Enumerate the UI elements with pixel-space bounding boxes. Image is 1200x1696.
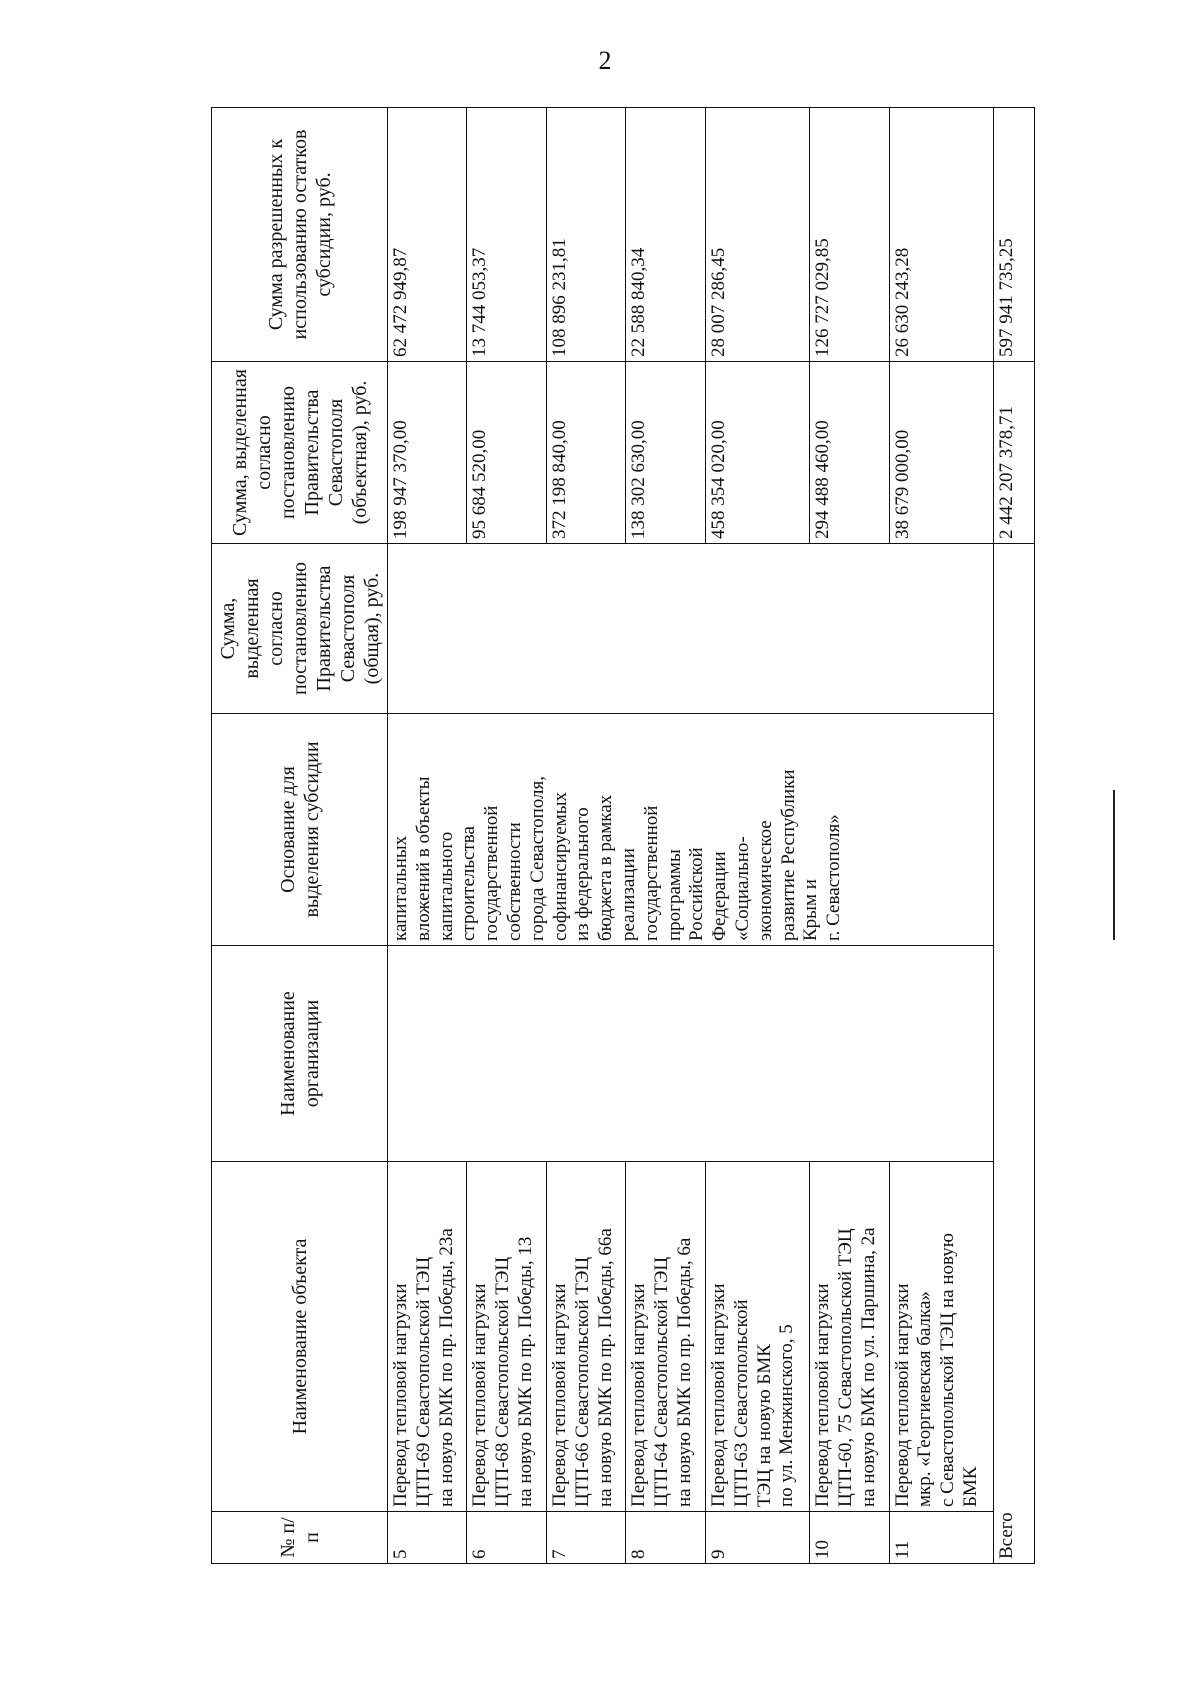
header-organization: Наименование организации bbox=[212, 946, 388, 1162]
header-basis: Основание для выделения субсидии bbox=[212, 714, 388, 946]
sum-allowed: 28 007 286,45 bbox=[705, 108, 809, 362]
sum-object: 138 302 630,00 bbox=[626, 362, 705, 544]
row-number: 9 bbox=[705, 1512, 809, 1564]
sum-total-cell bbox=[388, 544, 994, 714]
page-number: 2 bbox=[598, 46, 612, 75]
object-name: Перевод тепловой нагрузки ЦТП-63 Севастопольской ТЭЦ на новую БМК по ул. Менжинского, 5 bbox=[705, 1162, 809, 1512]
row-number: 7 bbox=[546, 1512, 625, 1564]
object-name: Перевод тепловой нагрузки ЦТП-66 Севастопольской ТЭЦ на новую БМК по пр. Победы, 66а bbox=[546, 1162, 625, 1512]
header-sum-object: Сумма, выделенная согласно постановлению Правительства Севастополя (объектная), руб. bbox=[212, 362, 388, 544]
total-label: Всего bbox=[993, 544, 1034, 1564]
object-name: Перевод тепловой нагрузки ЦТП-60, 75 Севастопольской ТЭЦ на новую БМК по ул. Паршина, 2а bbox=[810, 1162, 889, 1512]
row-number: 10 bbox=[810, 1512, 889, 1564]
sum-allowed: 13 744 053,37 bbox=[467, 108, 546, 362]
subsidy-table-container bbox=[211, 108, 1035, 1564]
sum-allowed: 22 588 840,34 bbox=[626, 108, 705, 362]
sum-allowed: 26 630 243,28 bbox=[889, 108, 993, 362]
header-sum-allowed: Сумма разрешенных к использованию остатков субсидии, руб. bbox=[212, 108, 388, 362]
total-sum-allowed: 597 941 735,25 bbox=[993, 108, 1034, 362]
sum-allowed: 62 472 949,87 bbox=[388, 108, 467, 362]
table-row bbox=[388, 108, 467, 1564]
sum-object: 458 354 020,00 bbox=[705, 362, 809, 544]
organization-cell bbox=[388, 946, 994, 1162]
sum-object: 198 947 370,00 bbox=[388, 362, 467, 544]
sum-allowed: 126 727 029,85 bbox=[810, 108, 889, 362]
table-header-row bbox=[212, 108, 388, 1564]
header-object: Наименование объекта bbox=[212, 1162, 388, 1512]
total-row bbox=[993, 108, 1034, 1564]
subsidy-table bbox=[211, 107, 1035, 1564]
sum-object: 294 488 460,00 bbox=[810, 362, 889, 544]
sum-object: 95 684 520,00 bbox=[467, 362, 546, 544]
header-number: № п/п bbox=[212, 1512, 388, 1564]
total-sum-object: 2 442 207 378,71 bbox=[993, 362, 1034, 544]
row-number: 8 bbox=[626, 1512, 705, 1564]
row-number: 6 bbox=[467, 1512, 546, 1564]
sum-object: 38 679 000,00 bbox=[889, 362, 993, 544]
row-number: 11 bbox=[889, 1512, 993, 1564]
header-sum-total: Сумма, выделенная согласно постановлению Правительства Севастополя (общая), руб. bbox=[212, 544, 388, 714]
subsidy-basis: капитальных вложений в объекты капитального строительства государственной собственности города Севастополя, софинансируемых из федерального бюджета в рамках реализации государственной программы Российской Федерации «Социально- экономическое развитие Республики Крым и г. Севастополя» bbox=[388, 714, 994, 946]
separator-line bbox=[1113, 790, 1115, 940]
sum-allowed: 108 896 231,81 bbox=[546, 108, 625, 362]
object-name: Перевод тепловой нагрузки ЦТП-64 Севастопольской ТЭЦ на новую БМК по пр. Победы, 6а bbox=[626, 1162, 705, 1512]
sum-object: 372 198 840,00 bbox=[546, 362, 625, 544]
object-name: Перевод тепловой нагрузки ЦТП-68 Севастопольской ТЭЦ на новую БМК по пр. Победы, 13 bbox=[467, 1162, 546, 1512]
object-name: Перевод тепловой нагрузки ЦТП-69 Севастопольской ТЭЦ на новую БМК по пр. Победы, 23а bbox=[388, 1162, 467, 1512]
object-name: Перевод тепловой нагрузки мкр. «Георгиевская балка» с Севастопольской ТЭЦ на новую БМК bbox=[889, 1162, 993, 1512]
row-number: 5 bbox=[388, 1512, 467, 1564]
